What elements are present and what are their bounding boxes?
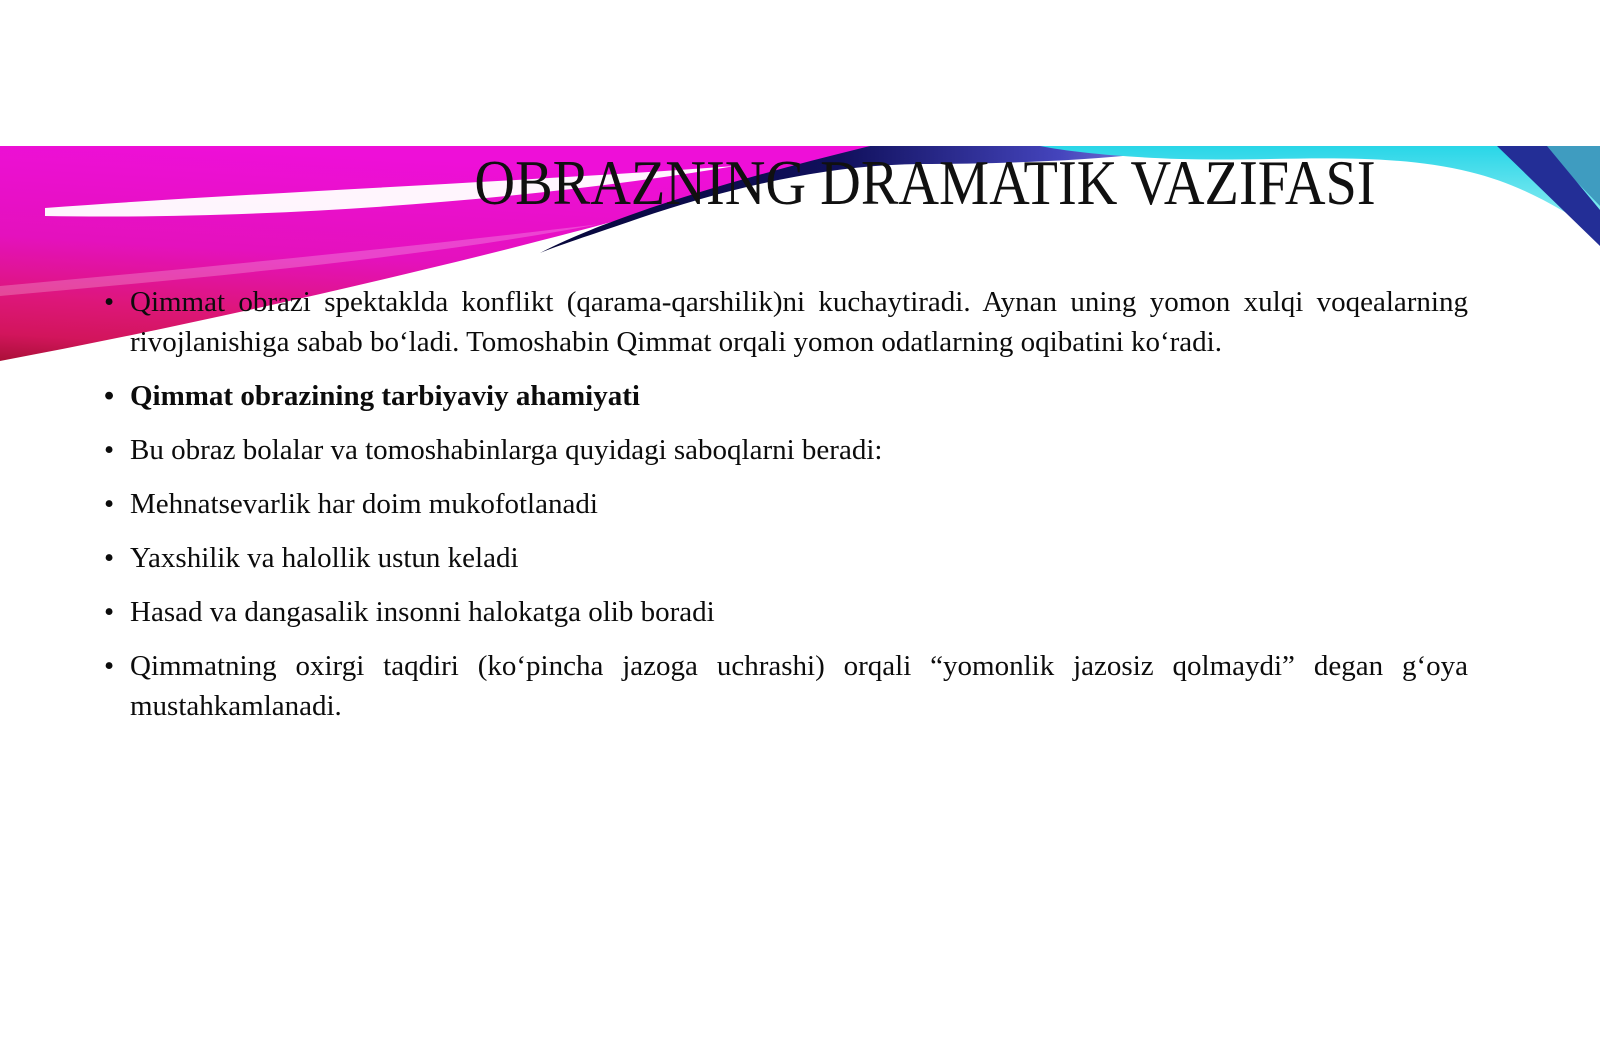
- slide: [0, 146, 1600, 726]
- title-area: [0, 146, 1600, 220]
- page-title: OBRAZNING DRAMATIK VAZIFASI: [474, 147, 1376, 218]
- bullet-text: Qimmatning oxirgi taqdiri (ko‘pincha jazoga uchrashi) orqali “yomonlik jazosiz qolmaydi” degan g‘oya mustahkamlanadi.: [130, 650, 1468, 722]
- bullet-marker: •: [104, 488, 115, 520]
- bullet-text: Hasad va dangasalik insonni halokatga olib boradi: [130, 596, 715, 628]
- bullet-item: [104, 376, 1468, 416]
- bullet-marker: •: [104, 380, 115, 412]
- bullet-item: [104, 430, 1468, 470]
- bullet-item: [104, 646, 1468, 726]
- bullet-marker: •: [104, 434, 115, 466]
- bullet-item: [104, 282, 1468, 362]
- bullet-text: Mehnatsevarlik har doim mukofotlanadi: [130, 488, 598, 520]
- bullet-item: [104, 538, 1468, 578]
- bullet-marker: •: [104, 596, 115, 628]
- bullet-marker: •: [104, 286, 115, 318]
- bullet-item: [104, 592, 1468, 632]
- bullet-marker: •: [104, 650, 115, 682]
- bullet-item: [104, 484, 1468, 524]
- bullet-marker: •: [104, 542, 115, 574]
- bullet-text: Bu obraz bolalar va tomoshabinlarga quyidagi saboqlarni beradi:: [130, 434, 883, 466]
- bullet-list: [104, 282, 1468, 726]
- bullet-text: Qimmat obrazining tarbiyaviy ahamiyati: [130, 380, 640, 412]
- bullet-text: Yaxshilik va halollik ustun keladi: [130, 542, 519, 574]
- bullet-text: Qimmat obrazi spektaklda konflikt (qarama-qarshilik)ni kuchaytiradi. Aynan uning yomon xulqi voqealarning rivojlanishiga sabab bo‘ladi. Tomoshabin Qimmat orqali yomon odatlarning oqibatini ko‘radi.: [130, 286, 1468, 358]
